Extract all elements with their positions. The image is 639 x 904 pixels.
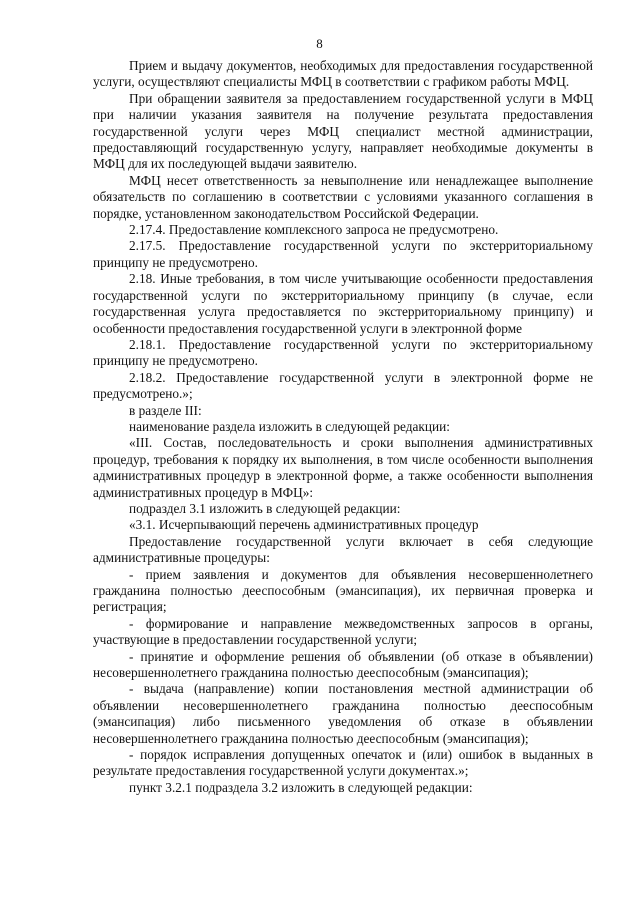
paragraph-2-17-5: 2.17.5. Предоставление государственной услуги по экстерриториальному принципу не предусмотрено.	[93, 238, 593, 270]
paragraph-applicant-request: При обращении заявителя за предоставлением государственной услуги в МФЦ при наличии указания заявителя на получение результата предоставления государственной услуги через МФЦ специалист местной администрации, предоставляющий государственную услугу, направляет необходимые документы в МФЦ для их последующей выдачи заявителю.	[93, 90, 593, 172]
list-item-decision: - принятие и оформление решения об объявлении (об отказе в объявлении) несовершеннолетнего гражданина полностью дееспособным (эмансипация);	[93, 648, 593, 681]
paragraph-2-18-1: 2.18.1. Предоставление государственной услуги по экстерриториальному принципу не предусмотрено.	[93, 336, 593, 369]
list-item-corrections: - порядок исправления допущенных опечаток и (или) ошибок в выданных в результате предоставления государственной услуги документах.»;	[93, 747, 593, 779]
paragraph-2-17-4: 2.17.4. Предоставление комплексного запроса не предусмотрено.	[129, 222, 499, 238]
paragraph-procedures-intro: Предоставление государственной услуги включает в себя следующие административные процедуры:	[93, 533, 593, 566]
paragraph-mfc-documents: Прием и выдачу документов, необходимых для предоставления государственной услуги, осуществляют специалисты МФЦ в соответствии с графиком работы МФЦ.	[93, 58, 593, 90]
paragraph-subsection-3-1-instruction: подраздел 3.1 изложить в следующей редакции:	[129, 500, 401, 516]
list-item-reception: - прием заявления и документов для объявления несовершеннолетнего гражданина полностью дееспособным (эмансипация), их первичная проверка и регистрация;	[93, 566, 593, 615]
paragraph-section-title-instruction: наименование раздела изложить в следующей редакции:	[129, 418, 450, 434]
paragraph-3-2-1-instruction: пункт 3.2.1 подраздела 3.2 изложить в следующей редакции:	[129, 779, 473, 795]
paragraph-section-3-title: «III. Состав, последовательность и сроки выполнения административных процедур, требования к порядку их выполнения, в том числе особенности выполнения административных процедур в электронной форме, а также особенности выполнения административных процедур в МФЦ»:	[93, 435, 593, 500]
paragraph-2-18: 2.18. Иные требования, в том числе учитывающие особенности предоставления государственной услуги по экстерриториальному принципу (в случае, если государственная услуга предоставляется по экстерриториальному принципу) и особенности предоставления государственной услуги в электронной форме	[93, 271, 593, 336]
paragraph-2-18-2: 2.18.2. Предоставление государственной услуги в электронной форме не предусмотрено.»;	[93, 369, 593, 402]
paragraph-section-3-intro: в разделе III:	[129, 402, 202, 418]
page-number: 8	[316, 36, 323, 51]
list-item-interagency-requests: - формирование и направление межведомственных запросов в органы, участвующие в предоставлении государственной услуги;	[93, 615, 593, 648]
paragraph-mfc-responsibility: МФЦ несет ответственность за невыполнение или ненадлежащее выполнение обязательств по соглашению в соответствии с условиями указанного соглашения в порядке, установленном законодательством Российской Федерации.	[93, 172, 593, 221]
paragraph-3-1-heading: «3.1. Исчерпывающий перечень административных процедур	[129, 517, 479, 533]
document-body	[93, 58, 593, 796]
list-item-issuance: - выдача (направление) копии постановления местной администрации об объявлении несовершеннолетнего гражданина полностью дееспособным (эмансипация) либо письменного уведомления об отказе в объявлении несовершеннолетнего гражданина полностью дееспособным (эмансипация);	[93, 681, 593, 746]
